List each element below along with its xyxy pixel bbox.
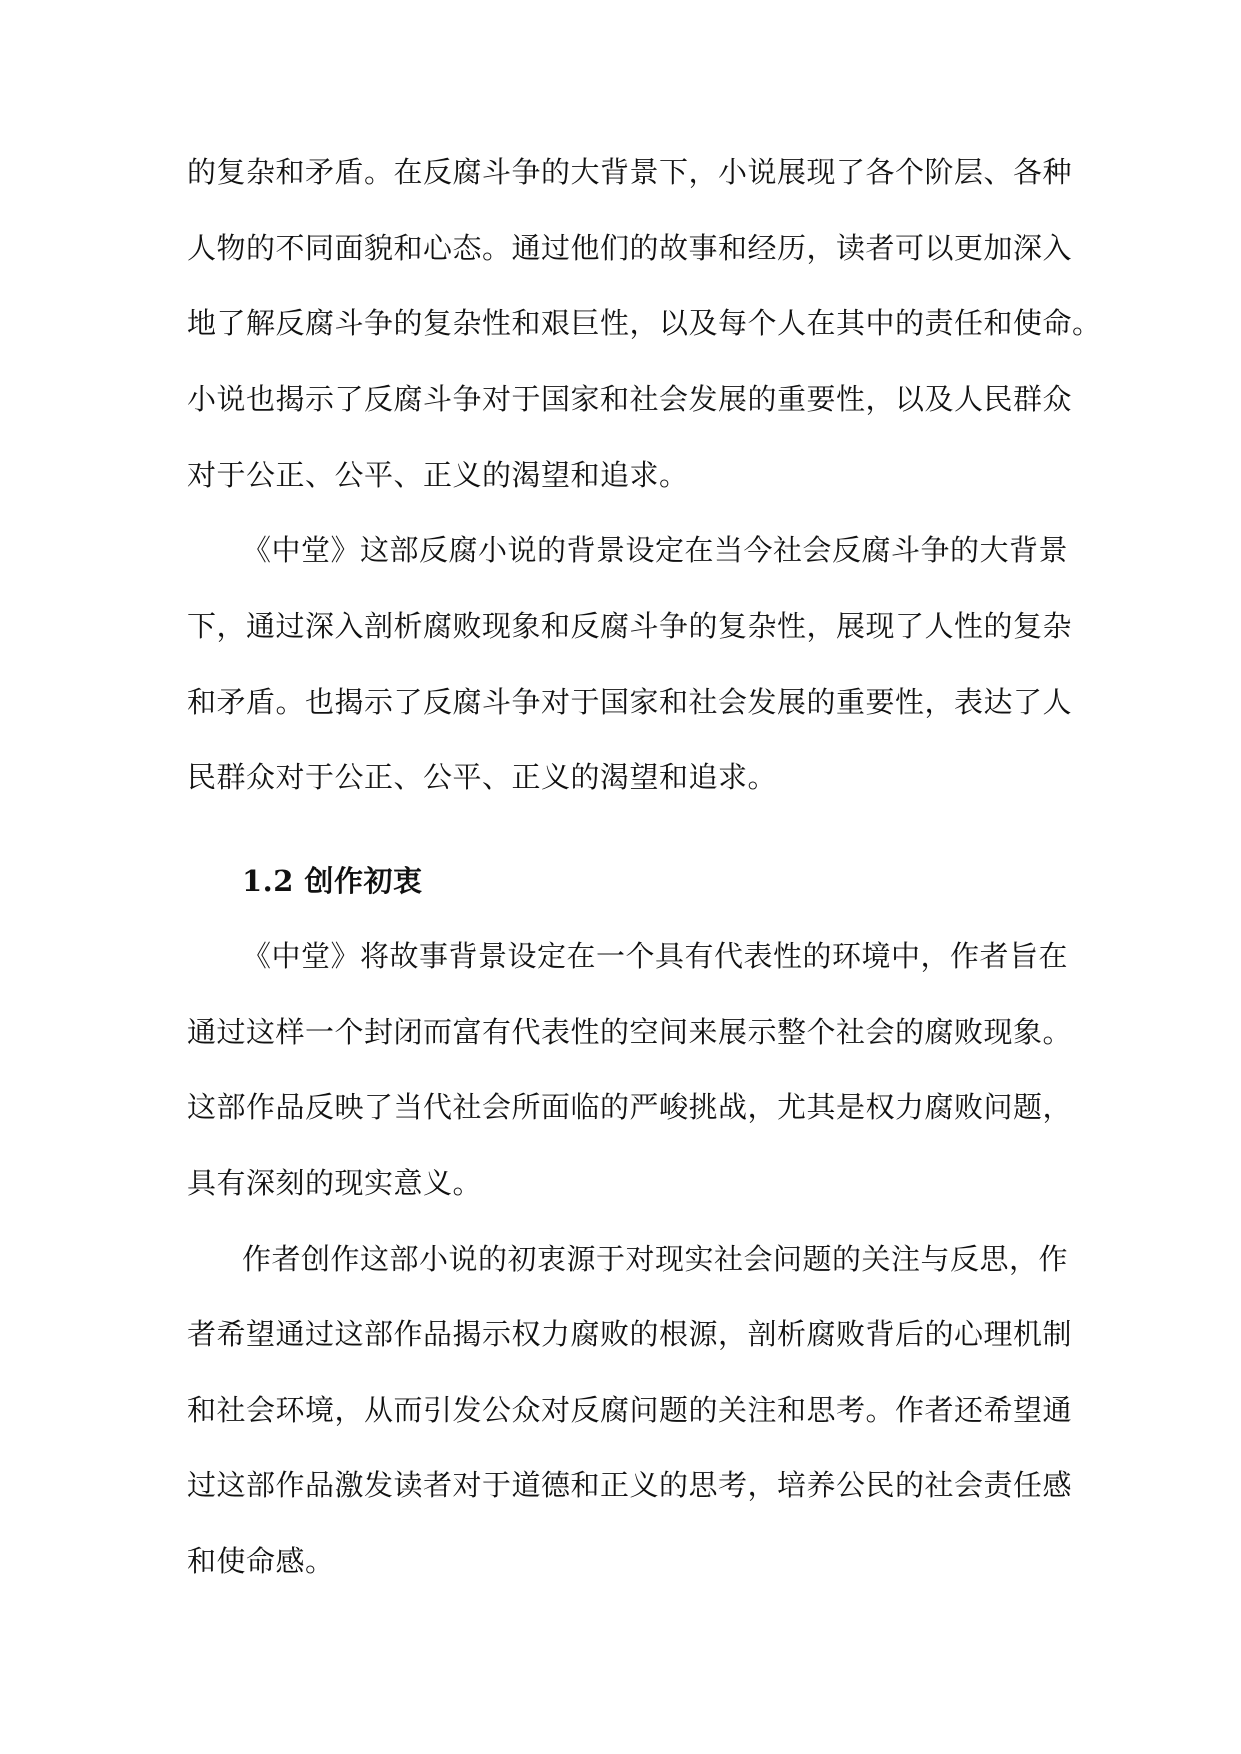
paragraph-line: 民群众对于公正、公平、正义的渴望和追求。 xyxy=(187,760,778,794)
paragraph-line: 小说也揭示了反腐斗争对于国家和社会发展的重要性，以及人民群众 xyxy=(187,382,1073,416)
paragraph-line: 人物的不同面貌和心态。通过他们的故事和经历，读者可以更加深入 xyxy=(187,231,1073,265)
paragraph-line: 《中堂》将故事背景设定在一个具有代表性的环境中，作者旨在 xyxy=(242,939,1069,973)
paragraph-line: 和社会环境，从而引发公众对反腐问题的关注和思考。作者还希望通 xyxy=(187,1393,1073,1427)
section-heading: 1.2 创作初衷 xyxy=(242,864,423,898)
paragraph-line: 者希望通过这部作品揭示权力腐败的根源，剖析腐败背后的心理机制 xyxy=(187,1317,1073,1351)
paragraph-line: 具有深刻的现实意义。 xyxy=(187,1166,483,1200)
paragraph-line: 对于公正、公平、正义的渴望和追求。 xyxy=(187,458,689,492)
paragraph-line: 通过这样一个封闭而富有代表性的空间来展示整个社会的腐败现象。 xyxy=(187,1015,1073,1049)
paragraph-line: 《中堂》这部反腐小说的背景设定在当今社会反腐斗争的大背景 xyxy=(242,533,1069,567)
paragraph-line: 下，通过深入剖析腐败现象和反腐斗争的复杂性，展现了人性的复杂 xyxy=(187,609,1073,643)
paragraph-line: 作者创作这部小说的初衷源于对现实社会问题的关注与反思，作 xyxy=(242,1242,1069,1276)
paragraph-line: 和矛盾。也揭示了反腐斗争对于国家和社会发展的重要性，表达了人 xyxy=(187,685,1073,719)
paragraph-line: 和使命感。 xyxy=(187,1544,335,1578)
paragraph-line: 地了解反腐斗争的复杂性和艰巨性，以及每个人在其中的责任和使命。 xyxy=(187,306,1102,340)
paragraph-line: 过这部作品激发读者对于道德和正义的思考，培养公民的社会责任感 xyxy=(187,1468,1073,1502)
paragraph-line: 的复杂和矛盾。在反腐斗争的大背景下，小说展现了各个阶层、各种 xyxy=(187,155,1073,189)
paragraph-line: 这部作品反映了当代社会所面临的严峻挑战，尤其是权力腐败问题， xyxy=(187,1090,1073,1124)
